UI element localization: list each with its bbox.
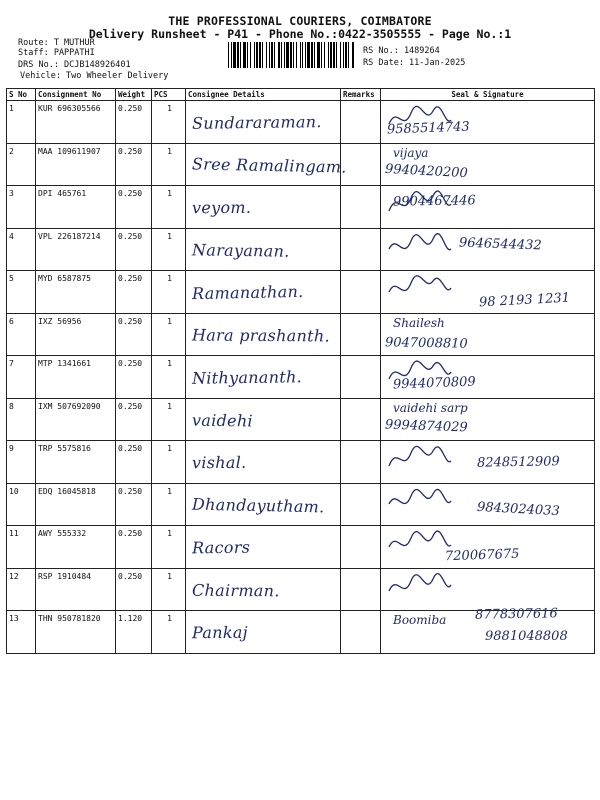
consignee-cell: [186, 441, 341, 484]
signature-cell: [381, 398, 595, 441]
remarks-cell: [341, 611, 381, 654]
receiver-phone: 9047008810: [384, 334, 468, 352]
pieces-count: 1: [152, 101, 186, 144]
consignee-name: Racors: [191, 537, 251, 558]
signature-scrawl: [385, 273, 455, 309]
table-row: [7, 271, 595, 314]
consignee-name: Sree Ramalingam.: [191, 153, 347, 177]
signature-scrawl: [385, 486, 455, 522]
receiver-phone: 8778307616: [474, 606, 558, 623]
consignment-number: MAA 109611907: [36, 143, 116, 186]
serial-number: 2: [7, 143, 36, 186]
weight-value: 0.250: [116, 271, 152, 314]
col-seal-signature: Seal & Signature: [381, 89, 595, 101]
pieces-count: 1: [152, 186, 186, 229]
consignment-number: VPL 226187214: [36, 228, 116, 271]
table-row: [7, 526, 595, 569]
table-row: [7, 356, 595, 399]
remarks-cell: [341, 526, 381, 569]
signature-area: [385, 358, 600, 396]
col-sno: S No: [7, 89, 36, 101]
consignment-number: EDQ 16045818: [36, 483, 116, 526]
company-name: THE PROFESSIONAL COURIERS, COIMBATORE: [168, 14, 432, 28]
drs-number: DRS No.: DCJB148926401: [18, 60, 131, 70]
pieces-count: 1: [152, 271, 186, 314]
consignee-cell: [186, 143, 347, 186]
consignee-cell: [186, 611, 341, 654]
receiver-phone: 9585514743: [386, 119, 470, 138]
receiver-phone: 9944070809: [392, 374, 476, 393]
signature-cell: [381, 271, 595, 314]
consignee-name: Nithyananth.: [191, 367, 303, 388]
signature-area: [385, 231, 600, 269]
remarks-cell: [341, 483, 381, 526]
pieces-count: 1: [152, 483, 186, 526]
runsheet-title: Delivery Runsheet - P41 - Phone No.:0422-3505555 - Page No.:1: [88, 27, 512, 41]
pieces-count: 1: [152, 313, 186, 356]
consignee-cell: [186, 313, 341, 356]
signature-area: [385, 606, 600, 651]
weight-value: 0.250: [116, 441, 152, 484]
consignee-name: Sundararaman.: [191, 112, 322, 133]
vehicle: Vehicle: Two Wheeler Delivery: [20, 71, 169, 81]
consignee-name: Pankaj: [191, 622, 248, 643]
table-row: [7, 611, 595, 654]
pieces-count: 1: [152, 398, 186, 441]
signature-area: [385, 146, 600, 184]
table-row: [7, 313, 595, 356]
receiver-phone: 9904467446: [392, 193, 476, 210]
serial-number: 8: [7, 398, 36, 441]
signature-area: [385, 528, 600, 566]
consignment-number: THN 950781820: [36, 611, 116, 654]
signature-area: [385, 401, 600, 439]
weight-value: 0.250: [116, 101, 152, 144]
remarks-cell: [341, 313, 381, 356]
consignee-cell: [186, 101, 341, 144]
runsheet-table: [6, 88, 595, 654]
consignment-number: KUR 696305566: [36, 101, 116, 144]
signature-cell: [381, 526, 595, 569]
receiver-phone: 720067675: [444, 546, 520, 565]
weight-value: 0.250: [116, 398, 152, 441]
serial-number: 1: [7, 101, 36, 144]
table-row: [7, 143, 595, 186]
consignment-number: MTP 1341661: [36, 356, 116, 399]
signature-cell: [381, 483, 595, 526]
remarks-cell: [341, 143, 381, 186]
serial-number: 3: [7, 186, 36, 229]
signature-cell: [381, 143, 595, 186]
remarks-cell: [341, 568, 381, 611]
consignee-name: veyom.: [191, 197, 252, 218]
weight-value: 0.250: [116, 313, 152, 356]
rs-number: RS No.: 1489264: [363, 46, 440, 56]
consignee-name: Dhandayutham.: [191, 494, 325, 516]
serial-number: 9: [7, 441, 36, 484]
consignment-number: TRP 5575816: [36, 441, 116, 484]
receiver-phone: 9940420200: [384, 161, 469, 181]
serial-number: 13: [7, 611, 36, 654]
remarks-cell: [341, 398, 381, 441]
signature-cell: [381, 313, 595, 356]
consignee-name: Hara prashanth.: [191, 325, 330, 345]
table-header: [7, 89, 595, 101]
consignee-name: vaidehi: [191, 410, 254, 430]
pieces-count: 1: [152, 356, 186, 399]
table-row: [7, 568, 595, 611]
receiver-phone-alt: 9881048808: [485, 629, 568, 644]
consignee-name: Narayanan.: [191, 239, 290, 261]
consignee-name: vishal.: [191, 452, 247, 473]
consignee-cell: [186, 186, 341, 229]
signature-text: vaidehi sarp: [393, 400, 468, 415]
signature-area: [385, 103, 600, 141]
col-pcs: PCS: [152, 89, 186, 101]
signature-area: [385, 273, 600, 311]
signature-cell: [381, 356, 595, 399]
serial-number: 4: [7, 228, 36, 271]
receiver-phone: 9994874029: [384, 417, 468, 435]
signature-cell: [381, 568, 595, 611]
weight-value: 0.250: [116, 526, 152, 569]
weight-value: 0.250: [116, 186, 152, 229]
signature-area: [385, 571, 600, 609]
serial-number: 12: [7, 568, 36, 611]
signature-text: Shailesh: [393, 315, 445, 330]
serial-number: 6: [7, 313, 36, 356]
receiver-phone: 98 2193 1231: [478, 290, 571, 311]
rs-date: RS Date: 11-Jan-2025: [363, 58, 466, 68]
consignee-cell: [186, 356, 341, 399]
consignee-cell: [186, 271, 341, 314]
consignee-name: Ramanathan.: [191, 281, 304, 304]
receiver-phone: 8248512909: [476, 454, 560, 471]
table-row: [7, 186, 595, 229]
signature-scrawl: [385, 443, 455, 479]
signature-cell: [381, 606, 595, 654]
signature-cell: [381, 441, 595, 484]
pieces-count: 1: [152, 441, 186, 484]
weight-value: 0.250: [116, 356, 152, 399]
remarks-cell: [341, 356, 381, 399]
pieces-count: 1: [152, 526, 186, 569]
table-row: [7, 441, 595, 484]
consignment-number: MYD 6587875: [36, 271, 116, 314]
pieces-count: 1: [152, 611, 186, 654]
remarks-cell: [341, 228, 381, 271]
consignee-cell: [186, 526, 341, 569]
col-weight: Weight: [116, 89, 152, 101]
pieces-count: 1: [152, 143, 186, 186]
signature-text: Boomiba: [393, 613, 447, 627]
signature-scrawl: [385, 571, 455, 607]
weight-value: 0.250: [116, 143, 152, 186]
pieces-count: 1: [152, 228, 186, 271]
table-row: [7, 398, 595, 441]
col-consignment: Consignment No: [36, 89, 116, 101]
table-row: [7, 101, 595, 144]
signature-text: vijaya: [393, 145, 429, 160]
table-row: [7, 483, 595, 526]
remarks-cell: [341, 271, 381, 314]
weight-value: 1.120: [116, 611, 152, 654]
signature-scrawl: [385, 231, 455, 267]
consignee-name: Chairman.: [191, 580, 280, 600]
serial-number: 11: [7, 526, 36, 569]
consignment-number: DPI 465761: [36, 186, 116, 229]
weight-value: 0.250: [116, 228, 152, 271]
signature-area: [385, 188, 600, 226]
signature-cell: [381, 228, 595, 271]
pieces-count: 1: [152, 568, 186, 611]
barcode: [228, 42, 356, 68]
serial-number: 10: [7, 483, 36, 526]
signature-area: [385, 316, 600, 354]
signature-area: [385, 443, 600, 481]
remarks-cell: [341, 101, 381, 144]
consignee-cell: [186, 228, 341, 271]
consignment-number: IXM 507692090: [36, 398, 116, 441]
receiver-phone: 9646544432: [458, 235, 542, 253]
col-consignee: Consignee Details: [186, 89, 341, 101]
remarks-cell: [341, 441, 381, 484]
staff: Staff: PAPPATHI: [18, 48, 95, 58]
table-row: [7, 228, 595, 271]
signature-cell: [381, 186, 595, 229]
serial-number: 5: [7, 271, 36, 314]
consignee-cell: [186, 568, 341, 611]
remarks-cell: [341, 186, 381, 229]
consignment-number: IXZ 56956: [36, 313, 116, 356]
consignee-cell: [186, 483, 341, 526]
serial-number: 7: [7, 356, 36, 399]
signature-cell: [381, 101, 595, 144]
consignment-number: RSP 1910484: [36, 568, 116, 611]
weight-value: 0.250: [116, 568, 152, 611]
col-remarks: Remarks: [341, 89, 381, 101]
receiver-phone: 9843024033: [476, 499, 561, 519]
route: Route: T MUTHUR: [18, 38, 95, 48]
consignee-cell: [186, 398, 341, 441]
weight-value: 0.250: [116, 483, 152, 526]
consignment-number: AWY 555332: [36, 526, 116, 569]
signature-area: [385, 486, 600, 524]
